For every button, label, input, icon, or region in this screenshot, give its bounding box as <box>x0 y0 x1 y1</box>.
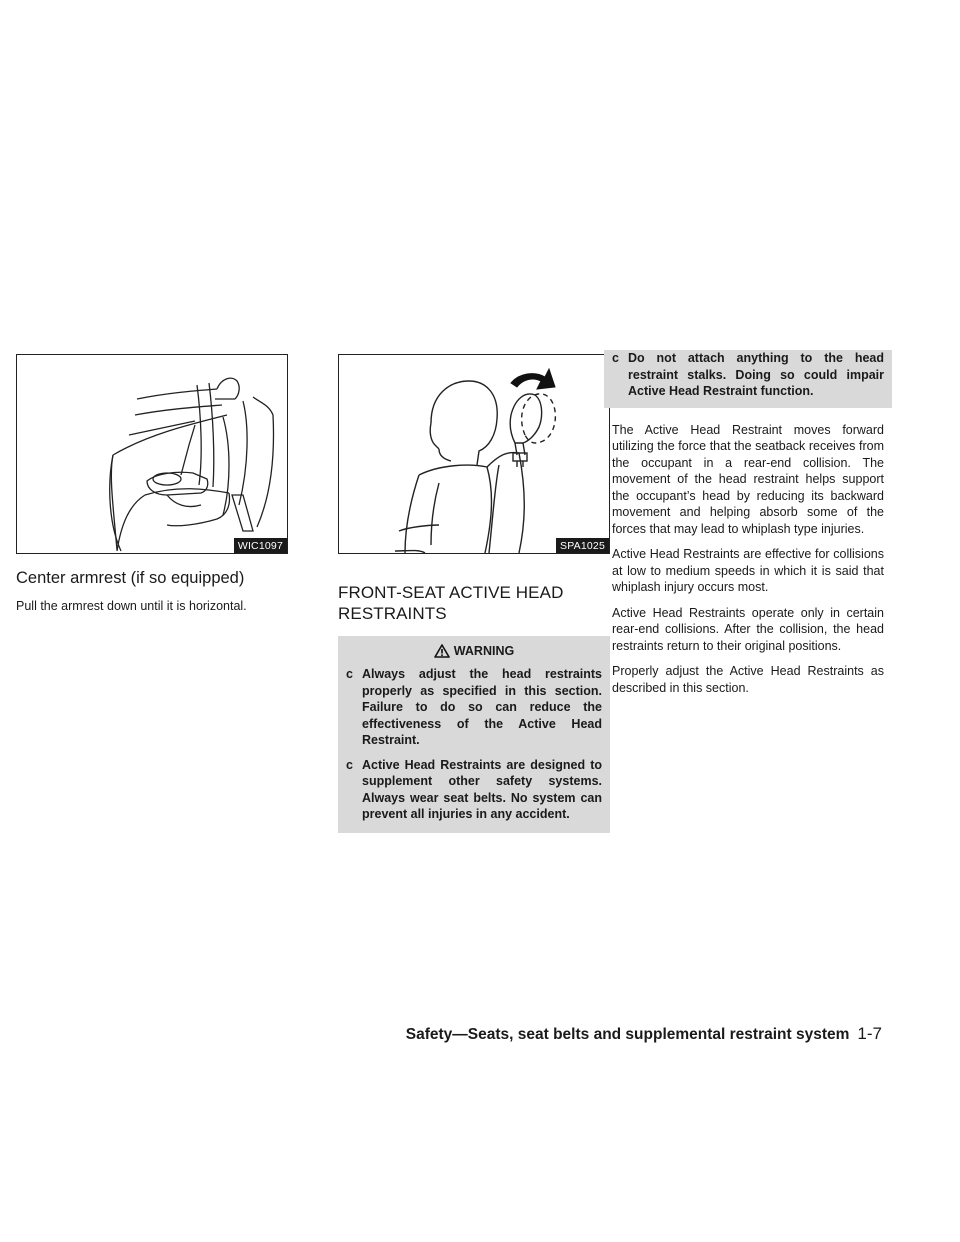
body-paragraph: Active Head Restraints are effective for collisions at low to medium speeds in which it is said that whiplash injury occurs most. <box>612 547 884 594</box>
page-number: 1-7 <box>857 1024 882 1043</box>
head-restraint-illustration <box>339 355 609 553</box>
forward-arrow-icon <box>511 369 555 389</box>
body-paragraph: Active Head Restraints operate only in certain rear-end collisions. After the collision, the head restraints return to their original positions. <box>612 605 884 653</box>
warning-triangle-icon <box>434 644 450 658</box>
armrest-text: Pull the armrest down until it is horizontal. <box>16 599 247 613</box>
bullet-icon: c <box>346 667 353 681</box>
warning-item <box>346 666 602 749</box>
footer-section-title: Safety—Seats, seat belts and supplemental restraint system <box>405 1026 850 1043</box>
warning-header <box>346 644 602 658</box>
bullet-icon: c <box>346 757 353 772</box>
page-footer <box>406 1024 882 1044</box>
warning-text: Always adjust the head restraints properly as specified in this section. Failure to do so can reduce the effectiveness of the Active Head Restraint. <box>362 667 602 747</box>
figure-code: WIC1097 <box>234 538 287 553</box>
caution-text: Do not attach anything to the head restraint stalks. Doing so could impair Active Head Restraint function. <box>628 351 884 398</box>
armrest-illustration <box>17 355 287 553</box>
caution-item <box>604 350 892 408</box>
column-middle <box>338 354 610 833</box>
warning-text: Active Head Restraints are designed to supplement other safety systems. Always wear seat belts. No system can prevent all injuries in any accident. <box>362 757 602 821</box>
body-paragraph: Properly adjust the Active Head Restraints as described in this section. <box>612 664 884 695</box>
body-paragraph: The Active Head Restraint moves forward utilizing the force that the seatback receives from the occupant in a rear-end collision. The movement of the head restraint helps support the occupant’s head by reducing its backward movement and helping absorb some of the forces that may lead to whiplash type injuries. <box>612 422 884 536</box>
column-right <box>612 351 884 705</box>
bullet-icon: c <box>612 351 619 365</box>
section-heading: FRONT-SEAT ACTIVE HEAD RESTRAINTS <box>338 583 564 623</box>
armrest-figure <box>16 354 288 554</box>
column-left <box>16 354 288 624</box>
armrest-heading: Center armrest (if so equipped) <box>16 569 245 587</box>
figure-code: SPA1025 <box>556 538 609 553</box>
warning-item <box>346 757 602 823</box>
head-restraint-figure <box>338 354 610 554</box>
warning-label: WARNING <box>453 644 515 658</box>
warning-box <box>338 636 610 833</box>
